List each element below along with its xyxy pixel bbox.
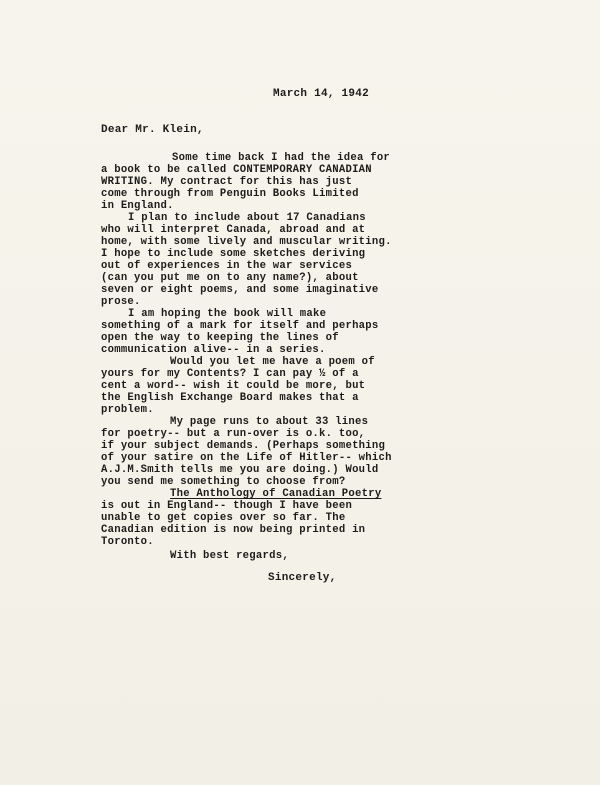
body-line: something of a mark for itself and perhaps [101, 320, 379, 332]
body-line: of your satire on the Life of Hitler-- which [101, 452, 392, 464]
body-line: A.J.M.Smith tells me you are doing.) Would [101, 464, 379, 476]
body-line: Canadian edition is now being printed in [101, 524, 366, 536]
body-line: problem. [101, 404, 154, 416]
body-line: communication alive-- in a series. [101, 344, 326, 356]
body-line: I hope to include some sketches deriving [101, 248, 366, 260]
body-line: is out in England-- though I have been [101, 500, 353, 512]
body-line: open the way to keeping the lines of [101, 332, 339, 344]
body-line: cent a word-- wish it could be more, but [101, 380, 366, 392]
body-line: home, with some lively and muscular writing. [101, 236, 392, 248]
body-line: I am hoping the book will make [128, 308, 327, 320]
body-line: Toronto. [101, 536, 154, 548]
signoff: Sincerely, [268, 572, 337, 584]
salutation: Dear Mr. Klein, [101, 124, 204, 136]
body-line: (can you put me on to any name?), about [101, 272, 359, 284]
closing-line: With best regards, [170, 550, 289, 562]
body-line: the English Exchange Board makes that a [101, 392, 359, 404]
body-line: Would you let me have a poem of [170, 356, 375, 368]
body-line: My page runs to about 33 lines [170, 416, 369, 428]
body-line: yours for my Contents? I can pay ½ of a [101, 368, 359, 380]
body-line: Some time back I had the idea for [172, 152, 391, 164]
body-line: WRITING. My contract for this has just [101, 176, 353, 188]
body-line: come through from Penguin Books Limited [101, 188, 359, 200]
body-line: seven or eight poems, and some imaginative [101, 284, 379, 296]
body-line: you send me something to choose from? [101, 476, 346, 488]
body-line: in England. [101, 200, 174, 212]
body-line: I plan to include about 17 Canadians [128, 212, 366, 224]
body-line: unable to get copies over so far. The [101, 512, 346, 524]
body-line: for poetry-- but a run-over is o.k. too, [101, 428, 366, 440]
body-line: if your subject demands. (Perhaps something [101, 440, 386, 452]
body-line: a book to be called CONTEMPORARY CANADIAN [101, 164, 372, 176]
body-line: prose. [101, 296, 141, 308]
body-line-underlined: The Anthology of Canadian Poetry [170, 488, 382, 500]
body-line: out of experiences in the war services [101, 260, 353, 272]
letter-date: March 14, 1942 [273, 88, 369, 100]
body-line: who will interpret Canada, abroad and at [101, 224, 366, 236]
